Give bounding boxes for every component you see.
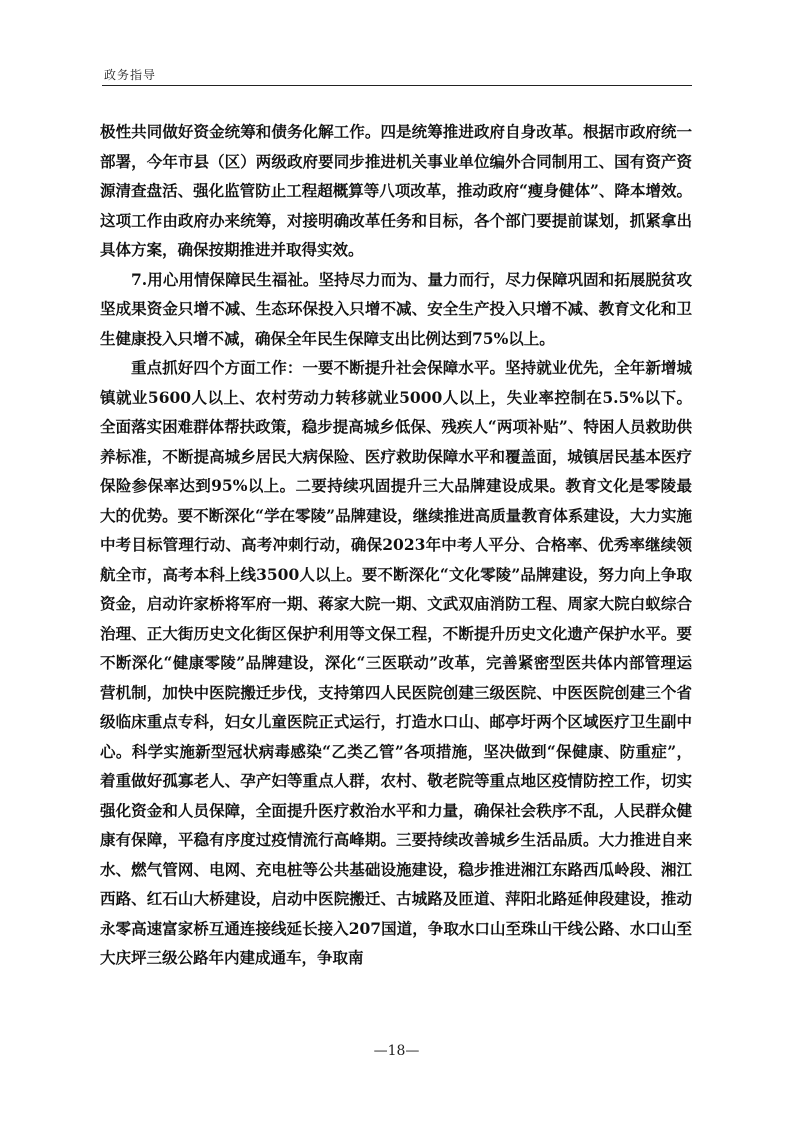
paragraph-2: 7.用心用情保障民生福祉。坚持尽力而为、量力而行，尽力保障巩固和拓展脱贫攻坚成果资金只增不减、生态环保投入只增不减、安全生产投入只增不减、教育文化和卫生健康投入只增不减，确保全年民生保障支出比例达到75%以上。 <box>100 269 692 348</box>
running-header: 政务指导 <box>104 68 157 82</box>
document-body <box>100 117 692 973</box>
paragraph-3: 重点抓好四个方面工作：一要不断提升社会保障水平。坚持就业优先，全年新增城镇就业5600人以上、农村劳动力转移就业5000人以上，失业率控制在5.5%以下。全面落实困难群体帮扶政策，稳步提高城乡低保、残疾人“两项补贴”、特困人员救助供养标准，不断提高城乡居民大病保险、医疗救助保障水平和覆盖面，城镇居民基本医疗保险参保率达到95%以上。二要持续巩固提升三大品牌建设成果。教育文化是零陵最大的优势。要不断深化“学在零陵”品牌建设，继续推进高质量教育体系建设，大力实施中考目标管理行动、高考冲刺行动，确保2023年中考人平分、合格率、优秀率继续领航全市，高考本科上线3500人以上。要不断深化“文化零陵”品牌建设，努力向上争取资金，启动许家桥将军府一期、蒋家大院一期、文武双庙消防工程、周家大院白蚁综合治理、正大街历史文化街区保护利用等文保工程，不断提升历史文化遗产保护水平。要不断深化“健康零陵”品牌建设，深化“三医联动”改革，完善紧密型医共体内部管理运营机制，加快中医院搬迁步伐，支持第四人民医院创建三级医院、中医医院创建三个省级临床重点专科，妇女儿童医院正式运行，打造水口山、邮亭圩两个区域医疗卫生副中心。科学实施新型冠状病毒感染“乙类乙管”各项措施，坚决做到“保健康、防重症”，着重做好孤寡老人、孕产妇等重点人群，农村、敬老院等重点地区疫情防控工作，切实强化资金和人员保障，全面提升医疗救治水平和力量，确保社会秩序不乱，人民群众健康有保障，平稳有序度过疫情流行高峰期。三要持续改善城乡生活品质。大力推进自来水、燃气管网、电网、充电桩等公共基础设施建设，稳步推进湘江东路西瓜岭段、湘江西路、红石山大桥建设，启动中医院搬迁、古城路及匝道、萍阳北路延伸段建设，推动永零高速富家桥互通连接线延长接入207国道，争取水口山至珠山干线公路、水口山至大庆坪三级公路年内建成通车，争取南 <box>100 358 692 967</box>
header-divider <box>102 85 692 86</box>
paragraph-1: 极性共同做好资金统筹和债务化解工作。四是统筹推进政府自身改革。根据市政府统一部署，今年市县（区）两级政府要同步推进机关事业单位编外合同制用工、国有资产资源清查盘活、强化监管防止工程超概算等八项改革，推动政府“瘦身健体”、降本增效。这项工作由政府办来统筹，对接明确改革任务和目标，各个部门要提前谋划，抓紧拿出具体方案，确保按期推进并取得实效。 <box>100 122 692 259</box>
page-number: —18— <box>373 1043 420 1059</box>
